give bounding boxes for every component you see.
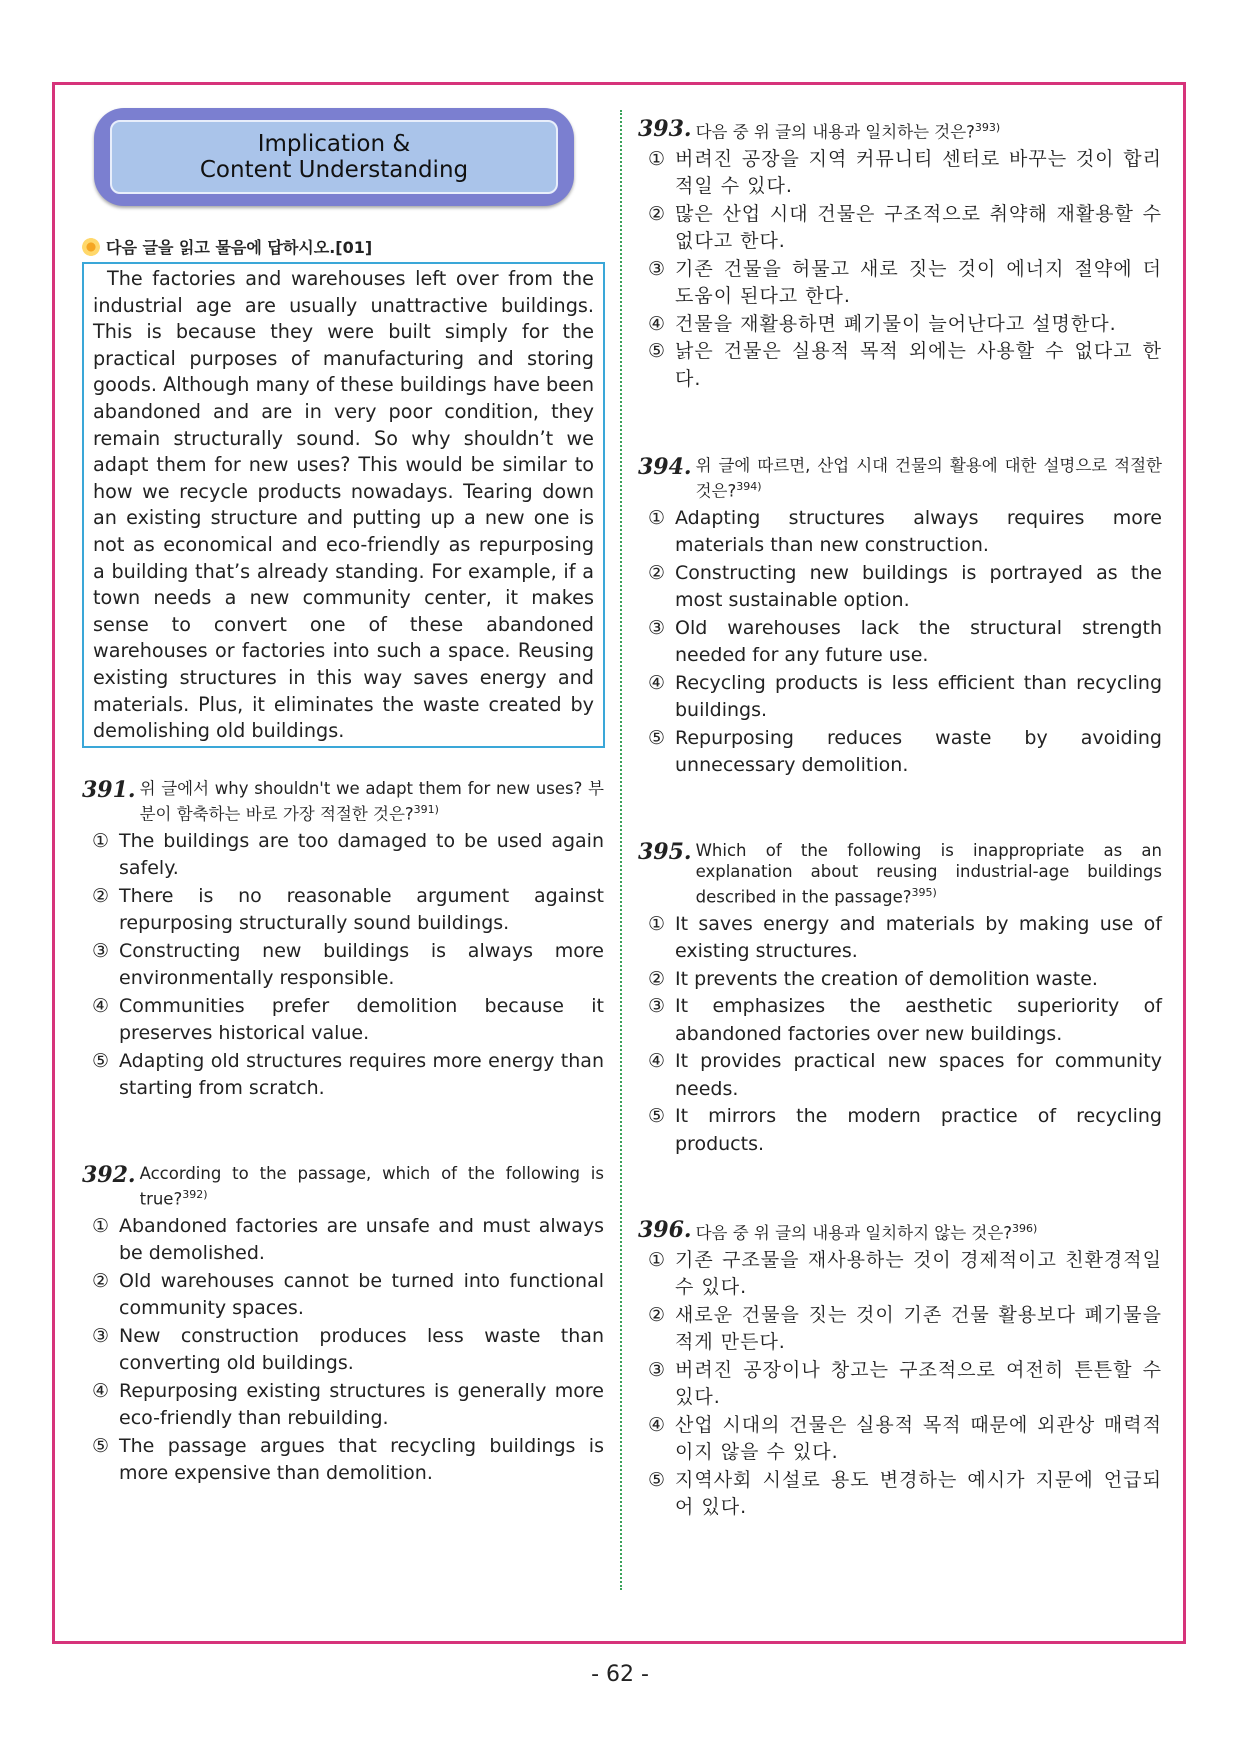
option-3[interactable] [92, 938, 604, 993]
option-mark: ⑤ [648, 1468, 667, 1491]
option-text: 건물을 재활용하면 폐기물이 늘어난다고 설명한다. [675, 312, 1117, 335]
option-text: 지역사회 시설로 용도 변경하는 예시가 지문에 언급되어 있다. [675, 1468, 1162, 1518]
option-mark: ① [648, 1248, 667, 1271]
question-number: 393. [638, 116, 692, 142]
option-mark: ② [92, 884, 110, 907]
question-396 [638, 1218, 1162, 1522]
option-4[interactable] [92, 1378, 604, 1433]
question-stem [140, 1163, 604, 1210]
option-list [638, 1247, 1162, 1522]
option-mark: ③ [648, 257, 667, 280]
option-mark: ① [92, 1214, 110, 1237]
option-list [82, 828, 604, 1103]
option-mark: ④ [92, 1379, 110, 1402]
option-mark: ③ [648, 995, 666, 1017]
question-ref: 395) [911, 886, 937, 899]
option-mark: ③ [92, 939, 110, 962]
option-5[interactable] [648, 1467, 1162, 1522]
question-text: According to the passage, which of the following is true? [139, 1164, 604, 1209]
question-392 [82, 1163, 604, 1488]
option-list [638, 505, 1162, 780]
question-ref: 392) [182, 1188, 208, 1201]
question-header [82, 1163, 604, 1210]
option-5[interactable] [92, 1048, 604, 1103]
option-5[interactable] [648, 1103, 1162, 1158]
column-divider [620, 110, 622, 1590]
option-text: It saves energy and materials by making use of existing structures. [675, 912, 1162, 962]
question-number: 392. [82, 1162, 136, 1188]
option-mark: ⑤ [648, 340, 667, 362]
option-1[interactable] [648, 505, 1162, 560]
option-mark: ② [92, 1269, 110, 1292]
option-mark: ④ [92, 994, 110, 1017]
flower-icon [82, 238, 100, 256]
option-text: 새로운 건물을 짓는 것이 기존 건물 활용보다 폐기물을 적게 만든다. [675, 1303, 1162, 1353]
option-text: There is no reasonable argument against repurposing structurally sound buildings. [119, 884, 604, 934]
question-391 [82, 778, 604, 1103]
option-text: Adapting old structures requires more energy than starting from scratch. [119, 1049, 604, 1099]
question-number: 395. [638, 839, 692, 865]
option-mark: ④ [648, 312, 667, 335]
option-mark: ① [648, 506, 666, 529]
option-2[interactable] [648, 560, 1162, 615]
option-mark: ③ [648, 616, 666, 639]
option-mark: ④ [648, 1050, 666, 1072]
reading-passage: The factories and warehouses left over from the industrial age are usually unattractive buildings. This is because they were built simply for the practical purposes of manufacturing and storing goods. Although many of these buildings have been abandoned and are in very poor condition, they remain structurally sound. So why shouldn’t we adapt them for new uses? This would be similar to how we recycle products nowadays. Tearing down an existing structure and putting up a new one is not as economical and eco-friendly as repurposing a building that’s already standing. For example, if a town needs a new community center, it makes sense to convert one of these abandoned warehouses or factories into such a space. Reusing existing structures in this way saves energy and materials. Plus, it eliminates the waste created by demolishing old buildings. [82, 262, 605, 748]
option-1[interactable] [648, 911, 1162, 966]
question-header [638, 455, 1162, 502]
option-5[interactable] [648, 338, 1162, 393]
option-4[interactable] [648, 1412, 1162, 1467]
option-2[interactable] [92, 883, 604, 938]
question-stem [696, 1218, 1162, 1244]
option-3[interactable] [92, 1323, 604, 1378]
option-4[interactable] [648, 1048, 1162, 1103]
question-ref: 391) [413, 803, 439, 816]
option-text: New construction produces less waste than converting old buildings. [119, 1324, 604, 1374]
option-text: 버려진 공장이나 창고는 구조적으로 여전히 튼튼할 수 있다. [675, 1358, 1162, 1408]
option-text: It mirrors the modern practice of recycling products. [675, 1105, 1162, 1155]
option-mark: ⑤ [648, 726, 666, 749]
option-text: Communities prefer demolition because it preserves historical value. [119, 994, 604, 1044]
option-5[interactable] [648, 725, 1162, 780]
option-4[interactable] [648, 311, 1162, 339]
option-text: Constructing new buildings is portrayed as the most sustainable option. [675, 561, 1162, 611]
question-text: Which of the following is inappropriate as an explanation about reusing industrial-age buildings described in the passage? [695, 841, 1162, 907]
option-mark: ③ [648, 1358, 667, 1381]
question-text: 위 글에 따르면, 산업 시대 건물의 활용에 대한 설명으로 적절한 것은? [695, 456, 1162, 501]
question-stem [696, 117, 1162, 143]
option-text: The buildings are too damaged to be used again safely. [119, 829, 604, 879]
option-1[interactable] [92, 1213, 604, 1268]
question-stem [696, 455, 1162, 502]
option-mark: ② [648, 1303, 667, 1326]
option-text: It prevents the creation of demolition waste. [675, 967, 1098, 990]
question-text: 위 글에서 why shouldn't we adapt them for new uses? 부분이 함축하는 바로 가장 적절한 것은? [139, 779, 604, 824]
option-mark: ③ [92, 1324, 110, 1347]
question-ref: 396) [1012, 1222, 1038, 1235]
option-text: 버려진 공장을 지역 커뮤니티 센터로 바꾸는 것이 합리적일 수 있다. [675, 147, 1162, 197]
option-4[interactable] [92, 993, 604, 1048]
question-395 [638, 840, 1162, 1158]
question-number: 396. [638, 1217, 692, 1243]
option-2[interactable] [92, 1268, 604, 1323]
option-mark: ④ [648, 671, 666, 694]
option-mark: ② [648, 561, 666, 584]
option-mark: ④ [648, 1413, 667, 1436]
question-header [638, 840, 1162, 908]
question-text: 다음 중 위 글의 내용과 일치하는 것은? [695, 122, 975, 142]
option-3[interactable] [648, 615, 1162, 670]
option-4[interactable] [648, 670, 1162, 725]
option-text: Repurposing reduces waste by avoiding unnecessary demolition. [675, 726, 1162, 776]
question-text: 다음 중 위 글의 내용과 일치하지 않는 것은? [695, 1223, 1013, 1243]
option-list [82, 1213, 604, 1488]
option-list [638, 911, 1162, 1159]
option-text: Old warehouses lack the structural strength needed for any future use. [675, 616, 1162, 666]
option-3[interactable] [648, 256, 1162, 311]
instruction [82, 235, 372, 258]
option-text: Repurposing existing structures is generally more eco-friendly than rebuilding. [119, 1379, 604, 1429]
option-2[interactable] [648, 966, 1162, 994]
option-5[interactable] [92, 1433, 604, 1488]
option-mark: ② [648, 967, 666, 990]
option-mark: ⑤ [648, 1105, 666, 1127]
section-banner [94, 108, 574, 206]
option-text: 산업 시대의 건물은 실용적 목적 때문에 외관상 매력적이지 않을 수 있다. [675, 1413, 1162, 1463]
option-mark: ⑤ [92, 1049, 110, 1072]
option-3[interactable] [648, 1357, 1162, 1412]
option-text: Old warehouses cannot be turned into functional community spaces. [119, 1269, 604, 1319]
option-2[interactable] [648, 1302, 1162, 1357]
question-header [82, 778, 604, 825]
option-text: Recycling products is less efficient than recycling buildings. [675, 671, 1162, 721]
option-text: 기존 건물을 허물고 새로 짓는 것이 에너지 절약에 더 도움이 된다고 한다. [675, 257, 1162, 307]
option-text: The passage argues that recycling buildings is more expensive than demolition. [119, 1434, 604, 1484]
page-number: - 62 - [591, 1662, 649, 1687]
question-ref: 394) [736, 480, 762, 493]
question-stem [140, 778, 604, 825]
option-mark: ① [648, 912, 666, 935]
question-header [638, 117, 1162, 143]
question-393 [638, 117, 1162, 393]
option-3[interactable] [648, 993, 1162, 1048]
option-text: 낡은 건물은 실용적 목적 외에는 사용할 수 없다고 한다. [675, 340, 1162, 390]
option-text: 많은 산업 시대 건물은 구조적으로 취약해 재활용할 수 없다고 한다. [675, 202, 1162, 252]
question-header [638, 1218, 1162, 1244]
option-1[interactable] [648, 146, 1162, 201]
option-1[interactable] [648, 1247, 1162, 1302]
option-mark: ⑤ [92, 1434, 110, 1457]
question-stem [696, 840, 1162, 908]
question-number: 394. [638, 454, 692, 480]
option-text: 기존 구조물을 재사용하는 것이 경제적이고 친환경적일 수 있다. [675, 1248, 1162, 1298]
option-mark: ① [648, 147, 667, 170]
option-text: Constructing new buildings is always more environmentally responsible. [119, 939, 604, 989]
section-title: Implication & Content Understanding [199, 131, 469, 183]
question-ref: 393) [974, 121, 1001, 134]
option-text: Abandoned factories are unsafe and must always be demolished. [119, 1214, 604, 1264]
option-1[interactable] [92, 828, 604, 883]
option-mark: ① [92, 829, 110, 852]
instruction-text: 다음 글을 읽고 물음에 답하시오.[01] [106, 238, 373, 257]
option-2[interactable] [648, 201, 1162, 256]
section-banner-inner [110, 120, 558, 194]
option-mark: ② [648, 202, 667, 225]
question-394 [638, 455, 1162, 780]
option-list [638, 146, 1162, 394]
option-text: It emphasizes the aesthetic superiority of abandoned factories over new buildings. [675, 995, 1162, 1045]
question-number: 391. [82, 777, 136, 803]
option-text: It provides practical new spaces for community needs. [675, 1050, 1162, 1100]
option-text: Adapting structures always requires more materials than new construction. [675, 506, 1162, 556]
